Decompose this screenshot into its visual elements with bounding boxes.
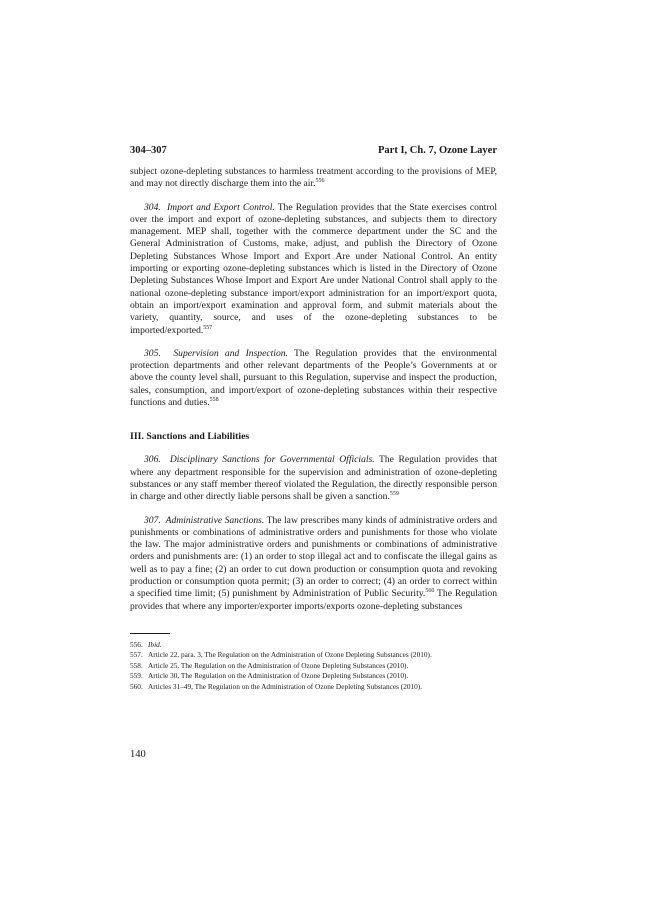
paragraph-305-number: 305.: [144, 347, 161, 359]
paragraph-306: [130, 454, 497, 503]
footnote-text: Article 30, The Regulation on the Administration of Ozone Depleting Substances (2010).: [148, 671, 409, 681]
footnote-ref-558[interactable]: 558: [209, 396, 219, 403]
footnote-number: 560.: [130, 681, 143, 691]
paragraph-307: [130, 515, 497, 613]
continuation-text: subject ozone-depleting substances to harmless treatment according to the provisions of MEP, and may not directly discharge them into the air.: [130, 166, 497, 190]
footnote-number: 559.: [130, 671, 143, 681]
chapter-title: Part I, Ch. 7, Ozone Layer: [378, 145, 497, 156]
footnote-divider: [130, 633, 170, 634]
footnote-text: Article 22, para. 3, The Regulation on the Administration of Ozone Depleting Substances (2010).: [148, 650, 432, 660]
paragraph-307-text-b: The Regulation provides that where any importer/exporter imports/exports ozone-depleting substances: [130, 588, 497, 612]
paragraph-306-title: Disciplinary Sanctions for Governmental Officials.: [169, 454, 375, 466]
footnote-558: [130, 661, 497, 671]
paragraph-304-text: The Regulation provides that the State exercises control over the import and export of ozone-depleting substances, and subjects them to directory management. MEP shall, together with the commerce department under the SC and the General Administration of Customs, make, adjust, and publish the Directory of Ozone Depleting Substances Whose Import and Export Are under National Control. An entity importing or exporting ozone-depleting substances which is listed in the Directory of Ozone Depleting Substances Whose Import and Export Are under National Control shall apply to the national ozone-depleting substance import/export administration for an import/export quota, obtain an import/export examination and approval form, and submit materials about the variety, quantity, source, and uses of the ozone-depleting substances to be imported/exported.: [130, 201, 497, 336]
page-body: [130, 144, 497, 692]
paragraph-307-title: Administrative Sanctions.: [165, 514, 265, 526]
footnote-number: 558.: [130, 660, 143, 670]
paragraph-304-number: 304.: [144, 201, 161, 213]
footnote-560: [130, 682, 497, 692]
footnote-557: [130, 650, 497, 660]
footnote-number: 557.: [130, 650, 143, 660]
paragraph-305: [130, 348, 497, 409]
paragraph-307-text-a: The law prescribes many kinds of administrative orders and punishments or combinations of administrative orders and punishments for those who violate the law. The major administrative orders and punishments or combinations of administrative orders and punishments are: (1) an order to stop illegal act and to confiscate the illegal gains as well as to pay a fine; (2) an order to cut down production or consumption quota and revoking production or consumption quota permit; (3) an order to correct; (4) an order to correct within a specified time limit; (5) punishment by Administration of Public Security.: [130, 514, 497, 600]
paragraph-305-text: The Regulation provides that the environmental protection departments and other relevant departments of the People’s Governments at or above the county level shall, pursuant to this Regulation, supervise and inspect the production, sales, consumption, and import/export of ozone-depleting substances within their respective functions and duties.: [130, 347, 497, 409]
paragraph-306-number: 306.: [144, 454, 161, 466]
running-head: [130, 144, 497, 158]
footnote-number: 556.: [130, 639, 143, 649]
footnote-text: Articles 31–49, The Regulation on the Administration of Ozone Depleting Substances (2010).: [148, 681, 423, 691]
section-range: 304–307: [130, 145, 167, 156]
continuation-paragraph: [130, 166, 497, 191]
footnote-ref-559[interactable]: 559: [389, 491, 399, 498]
footnote-ref-556[interactable]: 556: [315, 178, 325, 185]
footnotes: [130, 640, 497, 692]
paragraph-306-text: The Regulation provides that where any department responsible for the supervision and administration of ozone-depleting substances or any staff member thereof violated the Regulation, the directly responsible person in charge and other directly liable persons shall be given a sanction.: [130, 454, 497, 503]
footnote-ref-560[interactable]: 560: [425, 588, 435, 595]
footnote-text: Ibid.: [148, 639, 162, 649]
footnote-text: Article 25, The Regulation on the Administration of Ozone Depleting Substances (2010).: [148, 660, 409, 670]
paragraph-304: [130, 202, 497, 337]
section-heading: III. Sanctions and Liabilities: [130, 431, 250, 443]
paragraph-307-number: 307.: [144, 514, 161, 526]
footnote-559: [130, 671, 497, 681]
footnote-ref-557[interactable]: 557: [203, 324, 213, 331]
page-number: 140: [130, 749, 146, 760]
paragraph-305-title: Supervision and Inspection.: [173, 347, 288, 359]
paragraph-304-title: Import and Export Control.: [166, 201, 275, 213]
footnote-556: [130, 640, 497, 650]
